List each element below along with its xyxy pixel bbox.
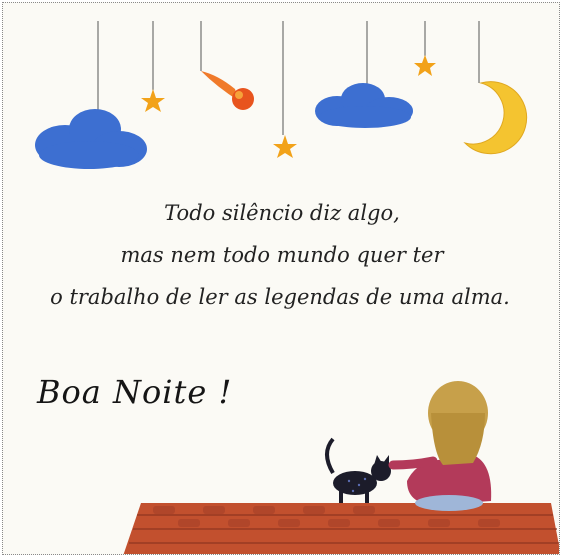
cloud-icon — [35, 109, 147, 169]
comet-icon — [201, 71, 254, 110]
girl — [393, 381, 491, 511]
star-icon — [414, 55, 436, 76]
star-icon — [141, 89, 165, 112]
cloud-icon — [315, 83, 413, 128]
star-icon — [273, 135, 297, 158]
illustration — [3, 3, 560, 555]
moon-icon — [465, 82, 527, 154]
greeting-title: Boa Noite ! — [37, 373, 233, 411]
quote-line-2: mas nem todo mundo quer ter — [120, 243, 444, 267]
roof — [123, 503, 560, 555]
quote-line-3: o trabalho de ler as legendas de uma alma. — [50, 285, 510, 309]
hanging-strings — [98, 21, 479, 135]
card-frame — [2, 2, 560, 555]
quote-line-1: Todo silêncio diz algo, — [164, 201, 400, 225]
cat — [327, 439, 391, 503]
